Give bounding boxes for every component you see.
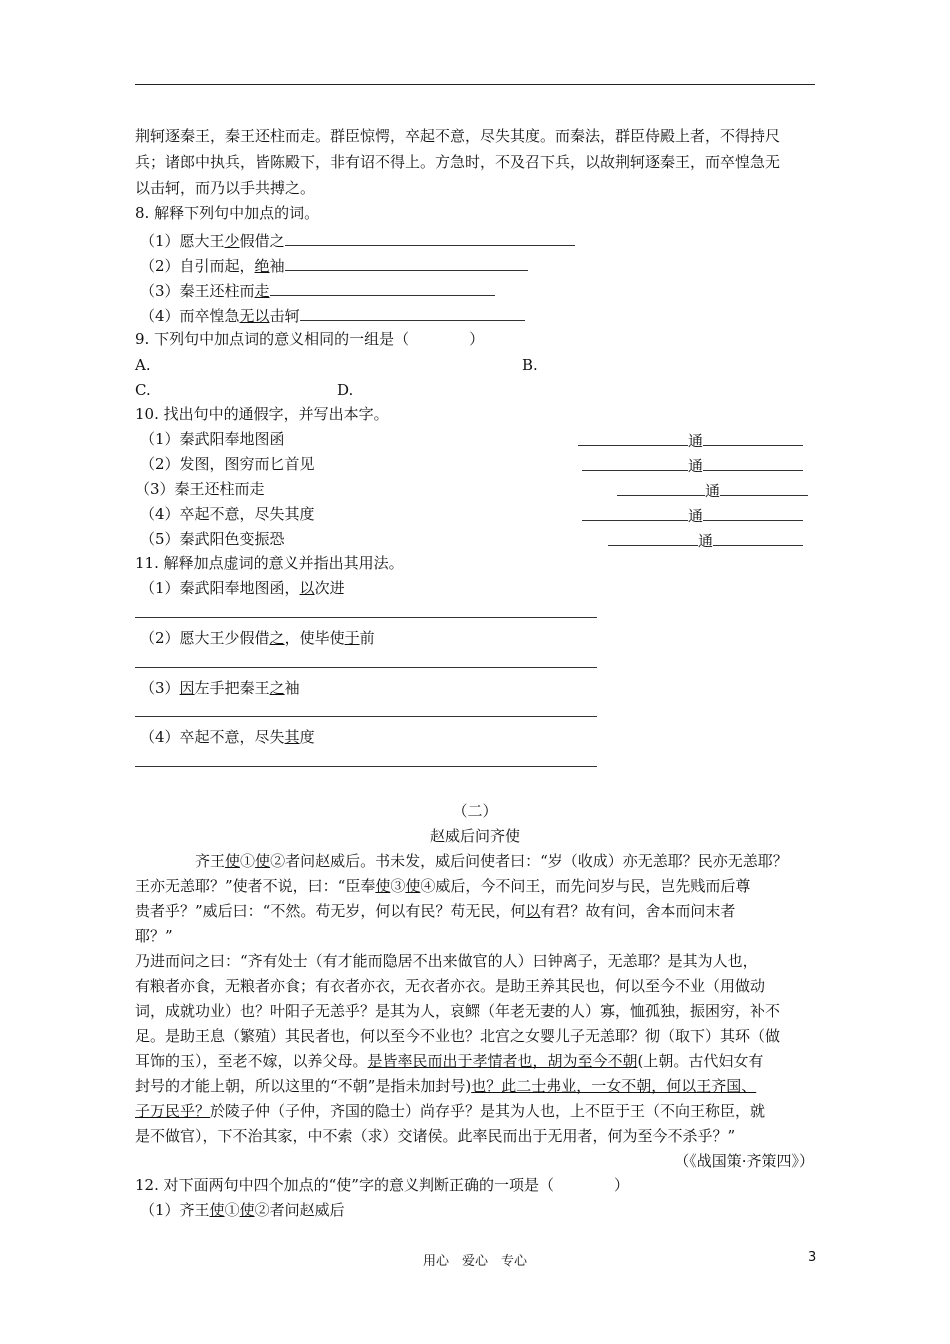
q10-fill-5: 通	[608, 529, 803, 551]
passage1-line-1: 荆轲逐秦王，秦王还柱而走。群臣惊愕，卒起不意，尽失其度。而秦法，群臣侍殿上者，不得持尺	[135, 127, 781, 145]
answer-blank[interactable]	[608, 529, 698, 546]
passage2-line-1: 齐王使①使②者问赵威后。书未发，威后问使者曰：“岁（收成）亦无恙耶？民亦无恙耶？	[195, 852, 788, 870]
passage2-line-9: 耳饰的玉），至老不嫁，以养父母。是皆率民而出于孝情者也，胡为至今不朝(上朝。古代妇女有	[135, 1052, 764, 1070]
q10-item-5: （5）秦武阳色变振恐	[140, 530, 285, 548]
passage2-line-2: 王亦无恙耶？”使者不说，曰：“臣奉使③使④威后，今不问王，而先问岁与民，岂先贱而后尊	[135, 877, 751, 895]
answer-line[interactable]	[135, 766, 597, 767]
answer-blank[interactable]	[617, 479, 705, 496]
q8-item-1: （1）愿大王少假借之	[140, 229, 575, 251]
section-title: 赵威后问齐使	[429, 827, 520, 845]
q10-item-2: （2）发图，图穷而匕首见	[140, 455, 315, 473]
answer-blank[interactable]	[703, 429, 803, 446]
q11-stem: 11. 解释加点虚词的意义并指出其用法。	[135, 554, 404, 572]
answer-line[interactable]	[135, 617, 597, 618]
passage2-line-4: 耶？”	[135, 927, 173, 945]
q9-option-a[interactable]: A.	[135, 356, 151, 374]
passage1-line-2: 兵；诸郎中执兵，皆陈殿下，非有诏不得上。方急时，不及召下兵，以故荆轲逐秦王，而卒惶急无	[135, 153, 781, 171]
answer-blank[interactable]	[270, 279, 495, 296]
q10-stem: 10. 找出句中的通假字，并写出本字。	[135, 405, 389, 423]
q10-item-4: （4）卒起不意，尽失其度	[140, 505, 315, 523]
answer-blank[interactable]	[713, 529, 803, 546]
q9-stem: 9. 下列句中加点词的意义相同的一组是（ ）	[135, 330, 485, 348]
answer-blank[interactable]	[582, 454, 688, 471]
q10-item-3: （3）秦王还柱而走	[135, 480, 265, 498]
answer-blank[interactable]	[582, 504, 688, 521]
answer-blank[interactable]	[285, 254, 528, 271]
section-number: （二）	[452, 802, 498, 820]
answer-line[interactable]	[135, 667, 597, 668]
passage2-line-11: 子万民乎？於陵子仲（子仲，齐国的隐士）尚存乎？是其为人也，上不臣于王（不向王称臣，就	[135, 1102, 766, 1120]
passage1-line-3: 以击轲，而乃以手共搏之。	[135, 179, 316, 197]
q9-option-d[interactable]: D.	[337, 381, 354, 399]
page-footer: 用心 爱心 专心	[422, 1254, 527, 1269]
answer-blank[interactable]	[300, 304, 525, 321]
passage2-line-12: 是不做官），下不治其家，中不索（求）交诸侯。此率民而出于无用者，何为至今不杀乎？”	[135, 1127, 736, 1145]
page-number: 3	[808, 1250, 817, 1265]
header-rule	[135, 84, 815, 85]
passage2-line-8: 足。是助王息（繁殖）其民者也，何以至今不业也？北宫之女婴儿子无恙耶？彻（取下）其环（做	[135, 1027, 781, 1045]
q10-fill-1: 通	[578, 429, 803, 451]
q9-option-c[interactable]: C.	[135, 381, 151, 399]
q8-stem: 8. 解释下列句中加点的词。	[135, 204, 320, 222]
answer-blank[interactable]	[285, 229, 575, 246]
q12-item-1: （1）齐王使①使②者问赵威后	[140, 1201, 345, 1219]
q10-fill-2: 通	[582, 454, 803, 476]
passage2-source: （《战国策·齐策四》）	[674, 1152, 814, 1170]
passage2-line-7: 词，成就功业）也？叶阳子无恙乎？是其为人，哀鳏（年老无妻的人）寡，恤孤独，振困穷，补不	[135, 1002, 781, 1020]
passage2-line-3: 贵者乎？”威后曰：“不然。苟无岁，何以有民？苟无民，何以有君？故有问，舍本而问末者	[135, 902, 736, 920]
q11-item-2: （2）愿大王少假借之，使毕使于前	[140, 629, 375, 647]
answer-blank[interactable]	[703, 504, 803, 521]
answer-blank[interactable]	[703, 454, 803, 471]
q11-item-3: （3）因左手把秦王之袖	[140, 679, 300, 697]
answer-blank[interactable]	[720, 479, 808, 496]
q11-item-4: （4）卒起不意，尽失其度	[140, 728, 315, 746]
q10-item-1: （1）秦武阳奉地图函	[140, 430, 285, 448]
q8-item-2: （2）自引而起，绝袖	[140, 254, 528, 276]
q10-fill-4: 通	[582, 504, 803, 526]
passage2-line-5: 乃进而问之曰：“齐有处士（有才能而隐居不出来做官的人）曰钟离子，无恙耶？是其为人也，	[135, 952, 758, 970]
q12-stem: 12. 对下面两句中四个加点的“使”字的意义判断正确的一项是（ ）	[135, 1176, 629, 1194]
answer-line[interactable]	[135, 716, 597, 717]
passage2-line-6: 有粮者亦食，无粮者亦食；有衣者亦衣，无衣者亦衣。是助王养其民也，何以至今不业（用做动	[135, 977, 766, 995]
q8-item-4: （4）而卒惶急无以击轲	[140, 304, 525, 326]
answer-blank[interactable]	[578, 429, 688, 446]
q8-item-3: （3）秦王还柱而走	[140, 279, 495, 301]
passage2-line-10: 封号的才能上朝，所以这里的“不朝”是指未加封号)也？此二士弗业，一女不朝，何以王齐国、	[135, 1077, 757, 1095]
q9-option-b[interactable]: B.	[522, 356, 538, 374]
q11-item-1: （1）秦武阳奉地图函，以次进	[140, 579, 345, 597]
q10-fill-3: 通	[617, 479, 808, 501]
